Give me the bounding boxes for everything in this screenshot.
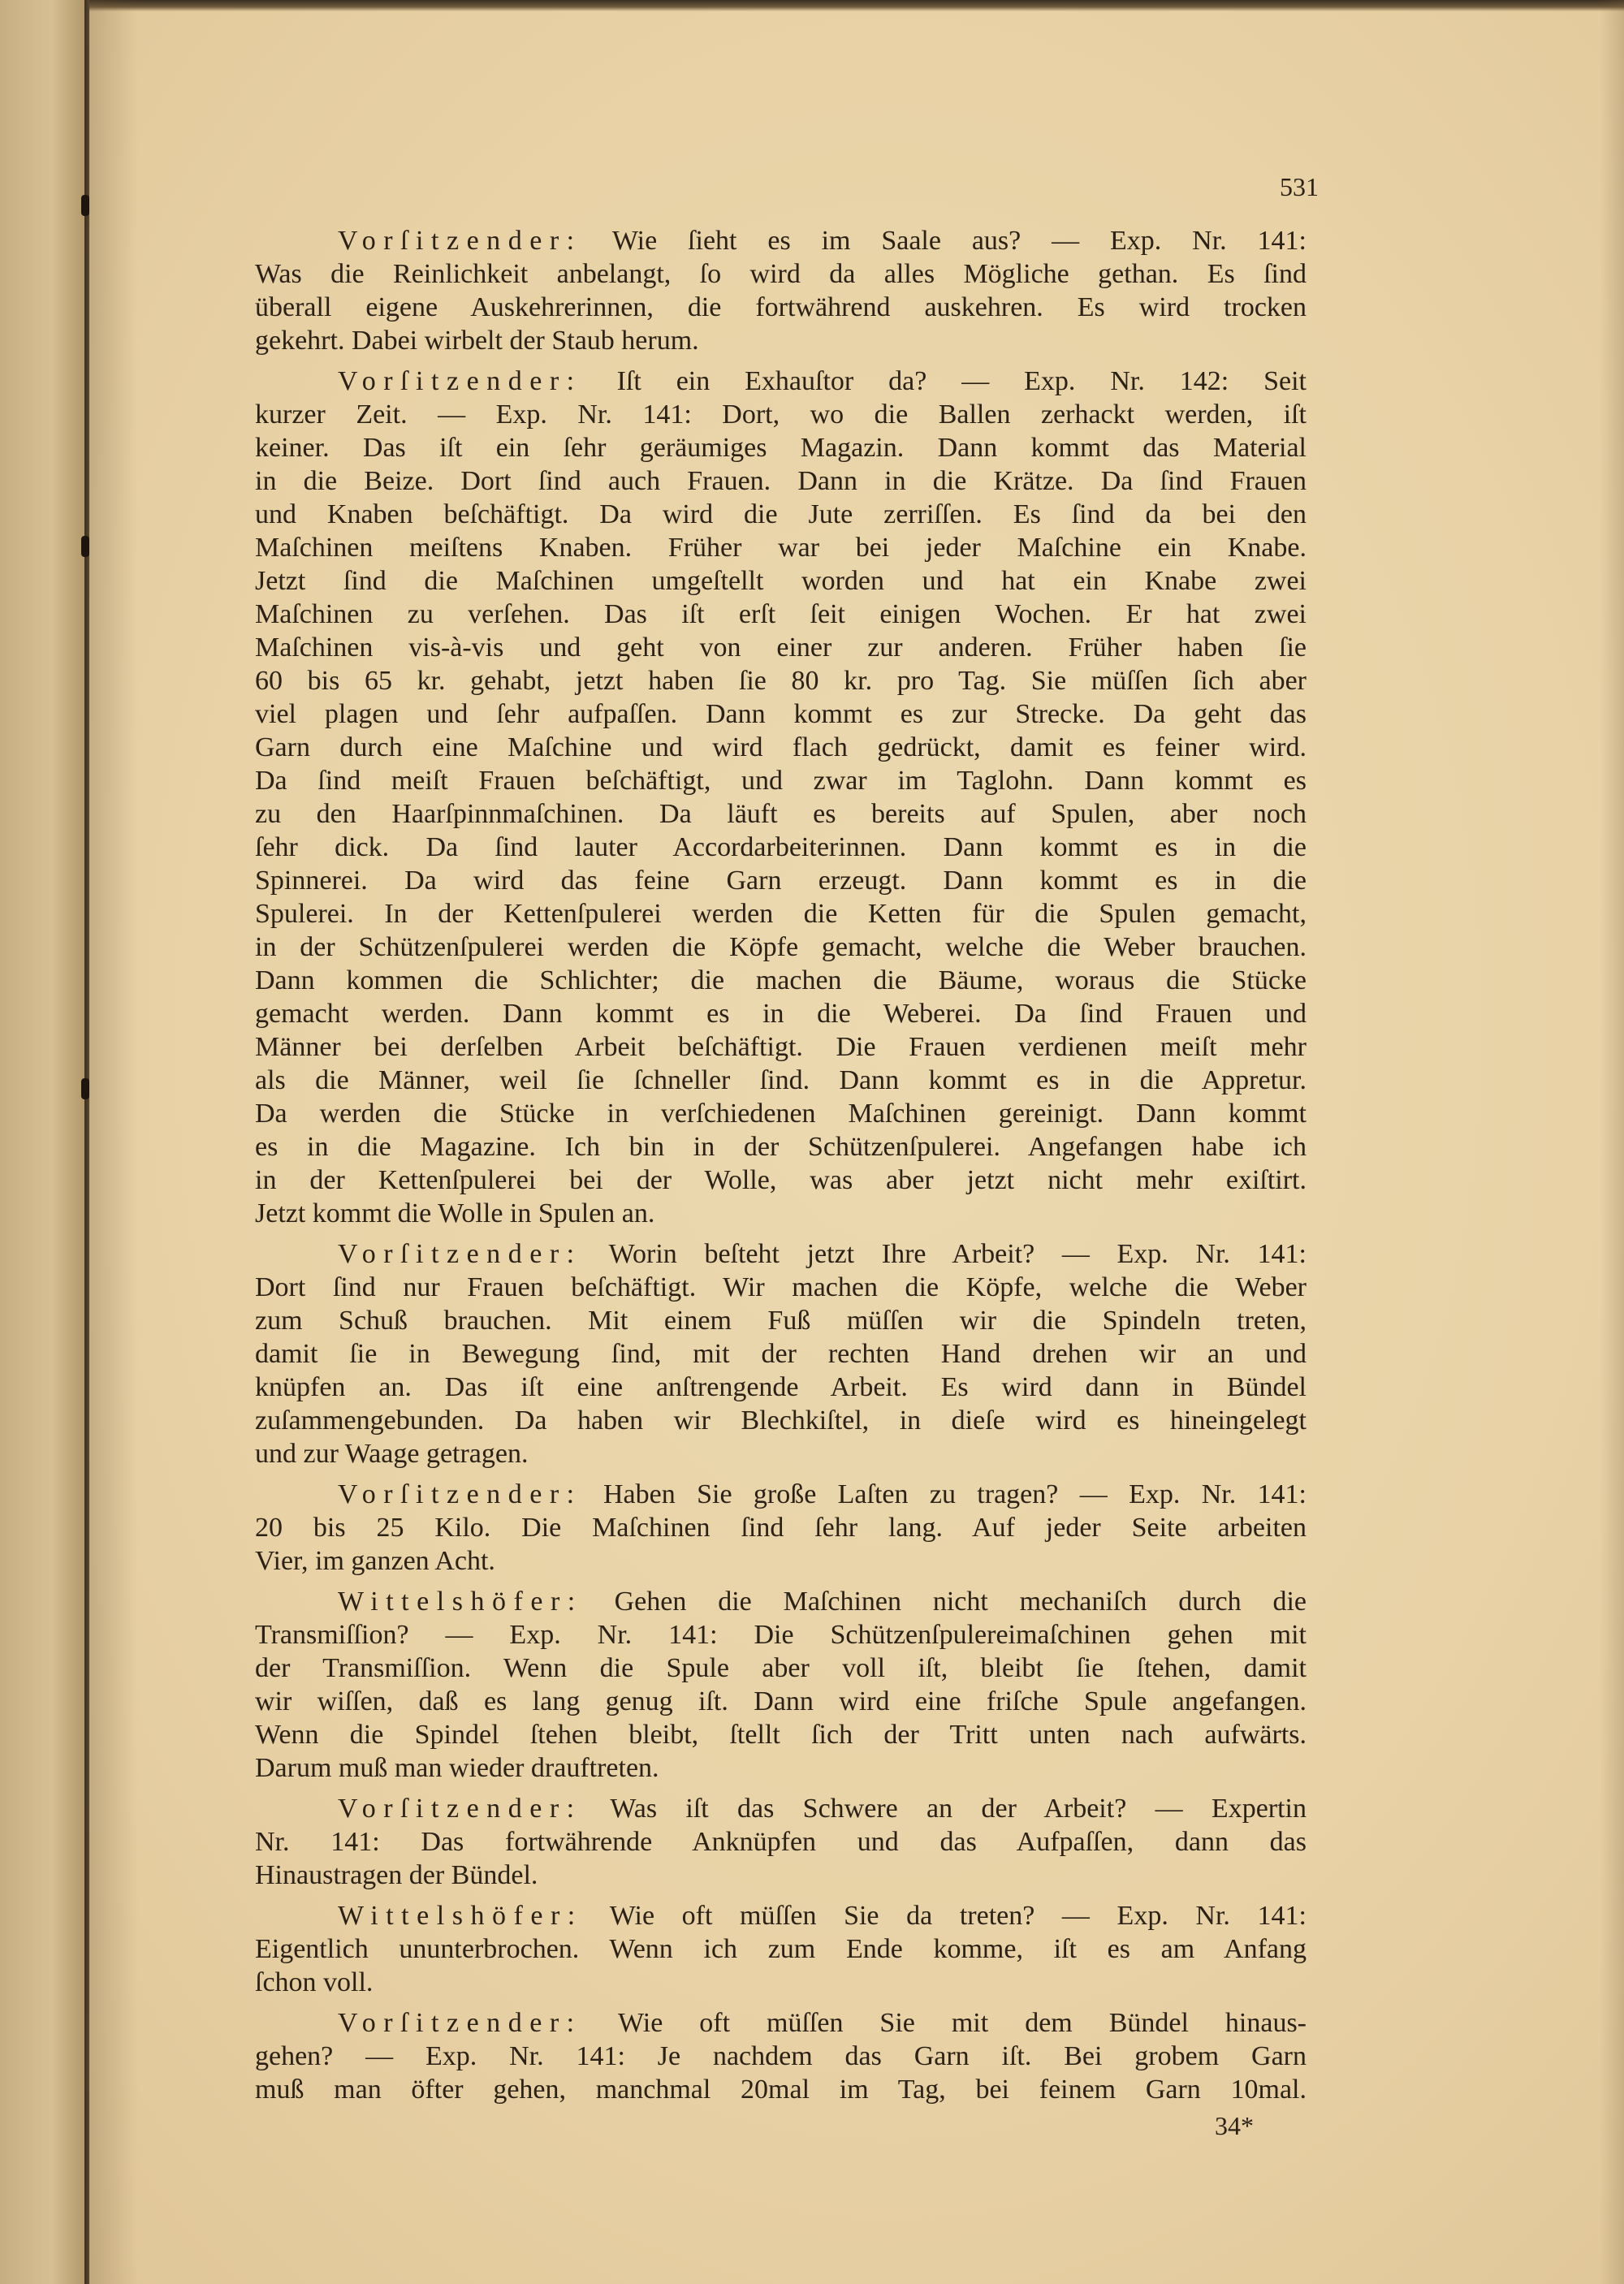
line-text: es in die Magazine. Ich bin in der Schützenſpulerei. Angefangen habe ich [255,1132,1307,1162]
line-text: Transmiſſion? — Exp. Nr. 141: Die Schützenſpulereimaſchinen gehen mit [255,1620,1307,1650]
text-line [255,1544,1307,1578]
text-line [255,864,1307,897]
text-line [255,291,1307,324]
paragraph [255,1237,1307,1470]
paragraph [255,1899,1307,1999]
paragraph-first-line [255,1899,1307,1932]
line-text: Dann kommen die Schlichter; die machen die Bäume, woraus die Stücke [255,965,1307,995]
paragraph-first-line [255,1237,1307,1271]
paragraph-first-line [255,2006,1307,2040]
line-text: Darum muß man wieder drauftreten. [255,1753,659,1783]
line-text: zu den Haarſpinnmaſchinen. Da läuft es bereits auf Spulen, aber noch [255,799,1307,829]
text-line [255,631,1307,664]
line-text: in der Schützenſpulerei werden die Köpfe gemacht, welche die Weber brauchen. [255,932,1307,962]
line-text: Jetzt kommt die Wolle in Spulen an. [255,1198,655,1228]
line-text: viel plagen und ſehr aufpaſſen. Dann kommt es zur Strecke. Da geht das [255,699,1307,729]
line-text: Dort ſind nur Frauen beſchäftigt. Wir machen die Köpfe, welche die Weber [255,1272,1307,1302]
line-text: kurzer Zeit. — Exp. Nr. 141: Dort, wo die Ballen zerhackt werden, iſt [255,399,1307,430]
line-text: Gehen die Maſchinen nicht mechaniſch durch die [614,1587,1307,1617]
speaker-name: Vorſitzender: [338,366,582,396]
text-line [255,1859,1307,1892]
line-text: wir wiſſen, daß es lang genug iſt. Dann wird eine friſche Spule angefangen. [255,1686,1307,1716]
paragraph [255,1478,1307,1578]
text-line [255,324,1307,357]
line-text: keiner. Das iſt ein ſehr geräumiges Magazin. Dann kommt das Material [255,433,1307,463]
line-text: in der Kettenſpulerei bei der Wolle, was aber jetzt nicht mehr exiſtirt. [255,1165,1307,1195]
line-text: Garn durch eine Maſchine und wird flach gedrückt, damit es feiner wird. [255,732,1307,762]
text-line [255,897,1307,930]
text-line [255,1337,1307,1371]
paragraph-first-line [255,1792,1307,1825]
line-text: Wie oft müſſen Sie da treten? — Exp. Nr. 141: [609,1901,1307,1931]
line-text: 60 bis 65 kr. gehabt, jetzt haben ſie 80 kr. pro Tag. Sie müſſen ſich aber [255,666,1307,696]
speaker-name: Vorſitzender: [338,1794,582,1824]
text-line [255,1404,1307,1437]
line-text: Was iſt das Schwere an der Arbeit? — Expertin [610,1794,1307,1824]
text-line [255,1064,1307,1097]
line-text: Eigentlich ununterbrochen. Wenn ich zum Ende komme, iſt es am Anfang [255,1934,1307,1964]
text-line [255,1685,1307,1718]
text-line [255,997,1307,1030]
text-line [255,1130,1307,1164]
line-text: Nr. 141: Das fortwährende Anknüpfen und das Aufpaſſen, dann das [255,1827,1307,1857]
page-number: 531 [1280,172,1319,201]
text-line [255,1271,1307,1304]
text-line [255,1437,1307,1470]
line-text: gekehrt. Dabei wirbelt der Staub herum. [255,326,699,356]
speaker-name: Wittelshöfer: [338,1587,583,1617]
text-line [255,831,1307,864]
line-text: Was die Reinlichkeit anbelangt, ſo wird da alles Mögliche gethan. Es ſind [255,259,1307,289]
text-line [255,1164,1307,1197]
line-text: überall eigene Auskehrerinnen, die fortwährend auskehren. Es wird trocken [255,292,1307,322]
paragraph-first-line [255,365,1307,398]
text-line [255,1718,1307,1751]
paragraph [255,365,1307,1230]
line-text: in die Beize. Dort ſind auch Frauen. Dann in die Krätze. Da ſind Frauen [255,466,1307,496]
line-text: zum Schuß brauchen. Mit einem Fuß müſſen wir die Spindeln treten, [255,1306,1307,1336]
signature-mark: 34* [1215,2111,1254,2140]
text-line [255,964,1307,997]
speaker-name: Vorſitzender: [338,1479,582,1509]
line-text: Da werden die Stücke in verſchiedenen Maſchinen gereinigt. Dann kommt [255,1099,1307,1129]
line-text: Maſchinen zu verſehen. Das iſt erſt ſeit einigen Wochen. Er hat zwei [255,599,1307,629]
text-line [255,697,1307,731]
top-page-edge [0,0,1624,11]
line-text: und Knaben beſchäftigt. Da wird die Jute zerriſſen. Es ſind da bei den [255,499,1307,529]
text-line [255,498,1307,531]
text-line [255,797,1307,831]
line-text: und zur Waage getragen. [255,1439,529,1469]
text-line [255,1097,1307,1130]
text-line [255,431,1307,464]
text-line [255,1651,1307,1685]
line-text: Maſchinen meiſtens Knaben. Früher war bei jeder Maſchine ein Knabe. [255,533,1307,563]
text-line [255,564,1307,598]
line-text: ſchon voll. [255,1967,374,1997]
text-line [255,398,1307,431]
line-text: knüpfen an. Das iſt eine anſtrengende Arbeit. Es wird dann in Bündel [255,1372,1307,1402]
paragraph-first-line [255,1585,1307,1618]
binding-gutter [0,0,84,2284]
line-text: 20 bis 25 Kilo. Die Maſchinen ſind ſehr lang. Auf jeder Seite arbeiten [255,1513,1307,1543]
text-line [255,1030,1307,1064]
text-line [255,1197,1307,1230]
text-line [255,930,1307,964]
text-line [255,2040,1307,2073]
speaker-name: Vorſitzender: [338,1239,582,1269]
paragraph [255,224,1307,357]
paragraph [255,1792,1307,1892]
paragraph-first-line [255,224,1307,257]
line-text: gehen? — Exp. Nr. 141: Je nachdem das Garn iſt. Bei grobem Garn [255,2041,1307,2071]
line-text: als die Männer, weil ſie ſchneller ſind. Dann kommt es in die Appretur. [255,1065,1307,1095]
line-text: zuſammengebunden. Da haben wir Blechkiſtel, in dieſe wird es hineingelegt [255,1405,1307,1436]
text-line [255,731,1307,764]
text-line [255,1966,1307,1999]
line-text: Wie oft müſſen Sie mit dem Bündel hinaus- [618,2008,1307,2038]
text-line [255,764,1307,797]
paragraph [255,1585,1307,1785]
line-text: Da ſind meiſt Frauen beſchäftigt, und zwar im Taglohn. Dann kommt es [255,766,1307,796]
line-text: Jetzt ſind die Maſchinen umgeſtellt worden und hat ein Knabe zwei [255,566,1307,596]
line-text: gemacht werden. Dann kommt es in die Weberei. Da ſind Frauen und [255,999,1307,1029]
binding-mark [81,195,89,216]
text-line [255,1751,1307,1785]
line-text: damit ſie in Bewegung ſind, mit der rechten Hand drehen wir an und [255,1339,1307,1369]
line-text: ſehr dick. Da ſind lauter Accordarbeiterinnen. Dann kommt es in die [255,832,1307,862]
line-text: Vier, im ganzen Acht. [255,1546,495,1576]
text-line [255,257,1307,291]
body-text [255,224,1307,2106]
line-text: Maſchinen vis-à-vis und geht von einer zur anderen. Früher haben ſie [255,633,1307,663]
line-text: Iſt ein Exhauſtor da? — Exp. Nr. 142: Seit [616,366,1307,396]
line-text: der Transmiſſion. Wenn die Spule aber voll iſt, bleibt ſie ſtehen, damit [255,1653,1307,1683]
line-text: Spulerei. In der Kettenſpulerei werden die Ketten für die Spulen gemacht, [255,899,1307,929]
text-line [255,2073,1307,2106]
speaker-name: Wittelshöfer: [338,1901,583,1931]
binding-mark [81,1078,89,1099]
line-text: Haben Sie große Laſten zu tragen? — Exp. Nr. 141: [603,1479,1307,1509]
line-text: Worin beſteht jetzt Ihre Arbeit? — Exp. Nr. 141: [608,1239,1307,1269]
text-line [255,531,1307,564]
line-text: Wie ſieht es im Saale aus? — Exp. Nr. 141: [611,226,1307,256]
line-text: Hinaustragen der Bündel. [255,1860,538,1890]
speaker-name: Vorſitzender: [338,2008,582,2038]
text-line [255,1511,1307,1544]
text-line [255,598,1307,631]
gutter-shadow [89,0,138,2284]
text-line [255,664,1307,697]
binding-mark [81,536,89,557]
text-line [255,1932,1307,1966]
paragraph-first-line [255,1478,1307,1511]
text-line [255,1371,1307,1404]
text-line [255,1304,1307,1337]
speaker-name: Vorſitzender: [338,226,582,256]
line-text: Männer bei derſelben Arbeit beſchäftigt. Die Frauen verdienen meiſt mehr [255,1032,1307,1062]
line-text: muß man öfter gehen, manchmal 20mal im Tag, bei feinem Garn 10mal. [255,2075,1307,2105]
text-line [255,1825,1307,1859]
text-line [255,464,1307,498]
right-page-edge [1600,0,1624,2284]
paragraph [255,2006,1307,2106]
line-text: Wenn die Spindel ſtehen bleibt, ſtellt ſich der Tritt unten nach aufwärts. [255,1720,1307,1750]
text-line [255,1618,1307,1651]
line-text: Spinnerei. Da wird das feine Garn erzeugt. Dann kommt es in die [255,866,1307,896]
